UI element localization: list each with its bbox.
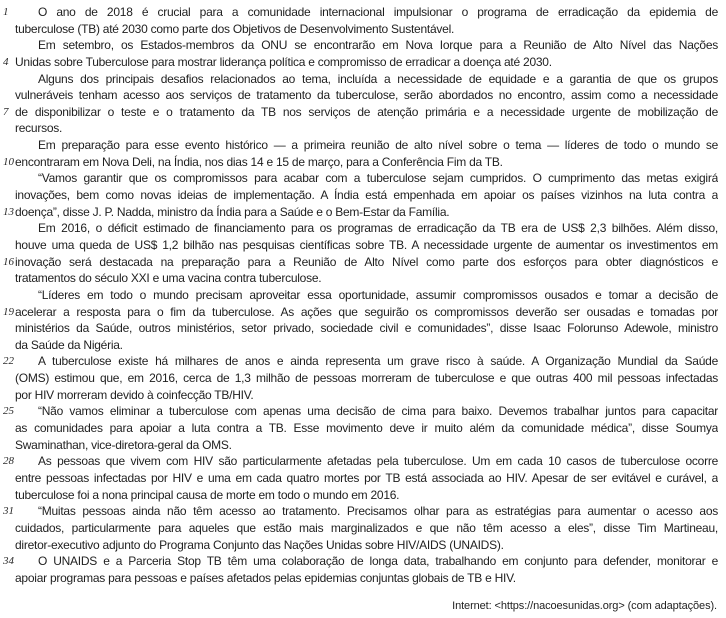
text-line	[15, 520, 718, 537]
text-line	[15, 187, 718, 204]
line-number: 1	[3, 6, 9, 18]
text-line	[15, 21, 718, 38]
text-line	[15, 320, 718, 337]
line-text: Em preparação para esse evento histórico — a primeira reunião de alto nível sobre o tema — líderes de todo o mundo se	[38, 138, 718, 153]
line-text: por HIV morreram devido à coinfecção TB/HIV.	[15, 387, 254, 402]
line-text: O UNAIDS e a Parceria Stop TB têm uma colaboração de longa data, trabalhando em conjunto para defender, monitorar e	[38, 554, 718, 569]
line-text: acelerar a resposta para o fim da tuberculose. As ações que seguirão os compromissos deverão ser ousadas e tomadas por	[15, 304, 718, 319]
text-line	[3, 353, 718, 370]
line-text: “Não vamos eliminar a tuberculose com apenas uma decisão de cima para baixo. Devemos trabalhar juntos para capacitar	[38, 404, 718, 419]
line-text: apoiar programas para pessoas e países afetados pelas epidemias conjuntas globais de TB e HIV.	[15, 570, 516, 585]
line-text: da Saúde da Nigéria.	[15, 337, 123, 352]
line-text: houve uma queda de US$ 1,2 bilhão nas pesquisas científicas sobre TB. A necessidade urgente de aumentar os investimentos em	[15, 237, 718, 252]
line-number: 31	[3, 505, 14, 518]
line-text: tratamentos do século XXI e uma vacina contra tuberculose.	[15, 271, 322, 286]
line-number: 7	[3, 105, 9, 118]
text-line	[15, 87, 718, 104]
line-number: 22	[3, 355, 14, 368]
line-number: 19	[3, 305, 14, 318]
text-line	[3, 553, 718, 570]
text-line	[15, 170, 718, 187]
text-line	[15, 420, 718, 437]
line-text: diretor-executivo adjunto do Programa Conjunto das Nações Unidas sobre HIV/AIDS (UNAIDS).	[15, 537, 504, 552]
text-line	[15, 220, 718, 237]
text-line	[15, 487, 718, 504]
text-line	[15, 470, 718, 487]
line-text: A tuberculose existe há milhares de anos e ainda representa um grave risco à saúde. A Organização Mundial da Saúde	[38, 354, 718, 369]
text-line	[3, 503, 718, 520]
text-line	[3, 54, 718, 71]
line-text: tuberculose (TB) até 2030 como parte dos Objetivos de Desenvolvimento Sustentável.	[15, 21, 455, 36]
line-text: “Muitas pessoas ainda não têm acesso ao tratamento. Precisamos olhar para as estratégias para aumentar o acesso aos	[38, 504, 718, 519]
line-text: doença”, disse J. P. Nadda, ministro da Índia para a Saúde e o Bem-Estar da Família.	[15, 204, 450, 219]
line-number: 25	[3, 405, 14, 418]
text-line	[15, 71, 718, 88]
text-line	[15, 237, 718, 254]
line-text: (OMS) estimou que, em 2016, cerca de 1,3 milhão de pessoas morreram de tuberculose e que outras 400 mil pessoas infectadas	[15, 371, 718, 386]
line-text: Unidas sobre Tuberculose para mostrar liderança política e compromisso de erradicar a doença até 2030.	[15, 54, 552, 69]
text-line	[15, 270, 718, 287]
line-text: Alguns dos principais desafios relacionados ao tema, incluída a necessidade de equidade e a garantia de que os grupos	[38, 71, 718, 86]
line-number: 28	[3, 455, 14, 468]
text-line	[15, 370, 718, 387]
line-number: 34	[3, 555, 14, 568]
text-line	[15, 537, 718, 554]
text-line	[15, 137, 718, 154]
text-line	[15, 437, 718, 454]
line-text: vulneráveis tenham acesso aos serviços de tratamento da tuberculose, serão abordados no encontro, assim como a necessidade	[15, 88, 718, 103]
line-text: O ano de 2018 é crucial para a comunidade internacional impulsionar o programa de erradicação da epidemia de	[38, 5, 718, 19]
line-text: “Líderes em todo o mundo precisam aproveitar essa oportunidade, assumir compromissos ousados e tomar a decisão de	[38, 287, 718, 302]
line-number: 16	[3, 255, 14, 268]
text-line	[3, 254, 718, 271]
text-line	[15, 37, 718, 54]
line-text: cuidados, particularmente para aqueles que estão mais marginalizados e que não têm acesso a eles”, disse Tim Martineau,	[15, 520, 718, 535]
line-number: 13	[3, 205, 14, 218]
text-body	[3, 4, 718, 586]
line-text: entre pessoas infectadas por HIV e uma em cada quatro mortes por TB está associada ao HIV. Apesar de ser evitável e curável, a	[15, 470, 718, 485]
text-line	[3, 154, 718, 171]
line-text: ministérios da Saúde, outros ministérios, setor privado, sociedade civil e comunidades”, disse Isaac Folorunso Adewole, ministro	[15, 321, 718, 336]
text-line	[15, 570, 718, 587]
text-line	[3, 4, 718, 21]
text-line	[3, 304, 718, 321]
line-text: de disponibilizar o teste e o tratamento da TB nos serviços de atenção primária e a necessidade urgente de mobilização de	[15, 104, 718, 119]
text-line	[15, 287, 718, 304]
text-line	[15, 337, 718, 354]
line-text: recursos.	[15, 121, 63, 136]
line-text: tuberculose foi a nona principal causa de morte em todo o mundo em 2016.	[15, 487, 400, 502]
text-line	[15, 120, 718, 137]
line-text: “Vamos garantir que os compromissos para acabar com a tuberculose sejam cumpridos. O cumprimento das metas exigirá	[38, 171, 718, 186]
line-text: encontraram em Nova Deli, na Índia, nos dias 14 e 15 de março, para a Conferência Fim da TB.	[15, 154, 503, 169]
text-line	[3, 453, 718, 470]
line-text: Swaminathan, vice-diretora-geral da OMS.	[15, 437, 232, 452]
line-text: inovação será destacada na preparação para a Reunião de Alto Nível como parte dos esforços para obter diagnósticos e	[15, 254, 718, 269]
text-line	[3, 403, 718, 420]
line-text: inovações, bem como novas ideias de implementação. A Índia está empenhada em apoiar os países vizinhos na luta contra a	[15, 188, 718, 203]
line-text: Em 2016, o déficit estimado de financiamento para os programas de erradicação da TB era de US$ 2,3 bilhões. Além disso,	[38, 221, 718, 236]
line-number: 4	[3, 55, 9, 68]
line-text: As pessoas que vivem com HIV são particularmente afetadas pela tuberculose. Um em cada 10 casos de tuberculose ocorre	[38, 454, 718, 469]
text-line	[15, 387, 718, 404]
text-line	[3, 104, 718, 121]
text-line	[3, 204, 718, 221]
line-text: as comunidades para apoiar a luta contra a TB. Esse movimento deve ir muito além da comunidade médica”, disse Soumya	[15, 421, 718, 436]
line-text: Em setembro, os Estados-membros da ONU se encontrarão em Nova Iorque para a Reunião de Alto Nível das Nações	[38, 38, 718, 53]
line-number: 10	[3, 155, 14, 168]
source-citation: Internet: <https://nacoesunidas.org> (com adaptações).	[452, 600, 717, 613]
